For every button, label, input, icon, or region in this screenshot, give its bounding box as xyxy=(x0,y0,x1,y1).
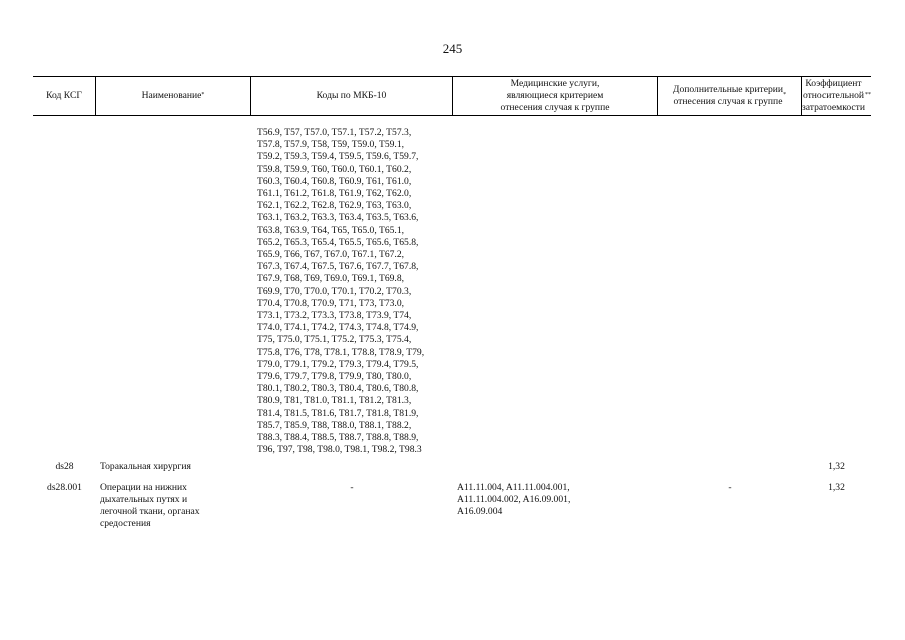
header-coef xyxy=(802,77,871,115)
mkb-code-line: T96, T97, T98, T98.0, T98.1, T98.2, T98.3 xyxy=(257,444,422,456)
mkb-code-line: T57.8, T57.9, T58, T59, T59.0, T59.1, xyxy=(257,139,405,151)
mkb-code-line: T73.1, T73.2, T73.3, T73.8, T73.9, T74, xyxy=(257,310,412,322)
mkb-code-line: T75.8, T76, T78, T78.1, T78.8, T78.9, T79, xyxy=(257,346,425,358)
row-additional xyxy=(658,461,802,473)
mkb-code-line: T70.4, T70.8, T70.9, T71, T73, T73.0, xyxy=(257,297,405,309)
mkb-code-line: T67.9, T68, T69, T69.0, T69.1, T69.8, xyxy=(257,273,405,285)
mkb-code-line: T79.0, T79.1, T79.2, T79.3, T79.4, T79.5, xyxy=(257,358,419,370)
header-additional xyxy=(658,77,802,115)
row-coef: 1,32 xyxy=(828,461,845,473)
mkb-code-line: T59.2, T59.3, T59.4, T59.5, T59.6, T59.7, xyxy=(257,151,419,163)
page-number: 245 xyxy=(442,41,463,56)
row-additional: - xyxy=(728,481,732,493)
mkb-code-line: T56.9, T57, T57.0, T57.1, T57.2, T57.3, xyxy=(257,127,412,138)
header-name xyxy=(96,77,251,115)
header-additional-text: Дополнительные критерии отнесения случая к группе xyxy=(672,83,784,107)
row-name: Торакальная хирургия xyxy=(100,461,191,473)
mkb-code-line: T67.3, T67.4, T67.5, T67.6, T67.7, T67.8, xyxy=(257,261,419,273)
mkb-code-line: T81.4, T81.5, T81.6, T81.7, T81.8, T81.9, xyxy=(257,407,419,419)
mkb-code-line: T80.1, T80.2, T80.3, T80.4, T80.6, T80.8, xyxy=(257,383,419,395)
table-header xyxy=(33,76,871,116)
mkb-code-line: T80.9, T81, T81.0, T81.1, T81.2, T81.3, xyxy=(257,395,412,407)
header-mkb xyxy=(251,77,453,115)
mkb-code-line: T74.0, T74.1, T74.2, T74.3, T74.8, T74.9, xyxy=(257,322,419,334)
mkb-code-line: T88.3, T88.4, T88.5, T88.7, T88.8, T88.9, xyxy=(257,432,419,444)
header-additional-footnote-mark: * xyxy=(783,91,787,98)
mkb-codes-continued xyxy=(251,116,453,456)
row-coef: 1,32 xyxy=(828,481,845,493)
row-code: ds28.001 xyxy=(47,481,82,493)
header-services xyxy=(453,77,658,115)
mkb-code-line: T79.6, T79.7, T79.8, T79.9, T80, T80.0, xyxy=(257,371,412,383)
header-coef-text: Коэффициент относительной затратоемкости xyxy=(801,77,866,114)
continued-codes-row xyxy=(33,116,871,456)
row-code: ds28 xyxy=(55,461,74,473)
mkb-code-line: T60.3, T60.4, T60.8, T60.9, T61, T61.0, xyxy=(257,175,412,187)
row-services: A11.11.004, A11.11.004.001, A11.11.004.002, A16.09.001, A16.09.004 xyxy=(457,481,571,518)
ksg-table xyxy=(33,76,871,531)
mkb-code-line: T63.8, T63.9, T64, T65, T65.0, T65.1, xyxy=(257,224,405,236)
mkb-code-line: T63.1, T63.2, T63.3, T63.4, T63.5, T63.6, xyxy=(257,212,419,224)
row-mkb: - xyxy=(350,481,354,493)
row-name: Операции на нижних дыхательных путях и легочной ткани, органах средостения xyxy=(100,481,200,530)
table-row xyxy=(33,482,871,531)
row-services xyxy=(453,461,658,473)
mkb-code-line: T85.7, T85.9, T88, T88.0, T88.1, T88.2, xyxy=(257,419,412,431)
header-code xyxy=(33,77,96,115)
mkb-code-line: T75, T75.0, T75.1, T75.2, T75.3, T75.4, xyxy=(257,334,412,346)
table-row xyxy=(33,461,871,473)
header-code-text: Код КСГ xyxy=(46,89,82,101)
mkb-code-line: T69.9, T70, T70.0, T70.1, T70.2, T70.3, xyxy=(257,285,412,297)
mkb-code-line: T61.1, T61.2, T61.8, T61.9, T62, T62.0, xyxy=(257,188,412,200)
mkb-code-line: T62.1, T62.2, T62.8, T62.9, T63, T63.0, xyxy=(257,200,412,212)
header-mkb-text: Коды по МКБ-10 xyxy=(316,89,387,101)
mkb-code-line: T65.9, T66, T67, T67.0, T67.1, T67.2, xyxy=(257,249,405,261)
mkb-code-line: T59.8, T59.9, T60, T60.0, T60.1, T60.2, xyxy=(257,163,412,175)
row-mkb xyxy=(251,461,453,473)
header-name-text: Наименование xyxy=(141,89,202,101)
header-services-text: Медицинские услуги, являющиеся критерием отнесения случая к группе xyxy=(500,77,610,114)
header-name-footnote-mark: * xyxy=(201,91,205,98)
header-coef-footnote-mark: ** xyxy=(865,91,872,98)
mkb-code-line: T65.2, T65.3, T65.4, T65.5, T65.6, T65.8, xyxy=(257,236,419,248)
